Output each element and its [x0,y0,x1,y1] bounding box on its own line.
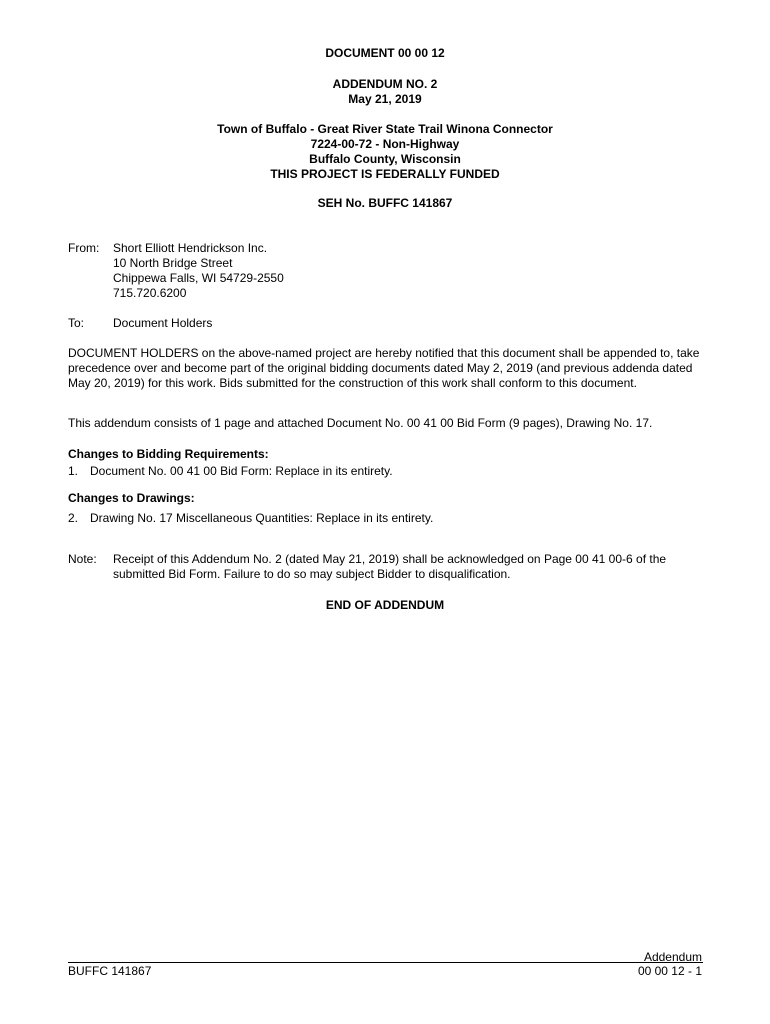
addendum-date: May 21, 2019 [348,92,422,106]
document-number: DOCUMENT 00 00 12 [325,46,445,60]
list-item [68,464,393,479]
notice-paragraph: DOCUMENT HOLDERS on the above-named project are hereby notified that this document shall be appended to, take precedence over and become part of the original bidding documents dated May 2, 2019 (and previous addenda dated May 20, 2019) for this work. Bids submitted for the construction of this work shall conform to this document. [68,346,700,390]
footer-divider [68,962,703,963]
from-label: From: [68,241,100,255]
project-number: 7224-00-72 - Non-Highway [310,137,460,151]
addendum-number: ADDENDUM NO. 2 [332,77,438,91]
footer-project-code: BUFFC 141867 [68,964,152,978]
from-address [113,241,284,301]
project-title: Town of Buffalo - Great River State Trail Winona Connector [217,122,553,136]
from-city: Chippewa Falls, WI 54729-2550 [113,271,284,285]
to-label: To: [68,316,85,330]
document-header [68,46,702,61]
to-value: Document Holders [113,316,213,330]
section-heading-drawings: Changes to Drawings: [68,491,195,505]
note-label: Note: [68,552,97,566]
from-phone: 715.720.6200 [113,286,187,300]
seh-number: SEH No. BUFFC 141867 [317,196,453,210]
from-company: Short Elliott Hendrickson Inc. [113,241,268,255]
from-street: 10 North Bridge Street [113,256,233,270]
end-text: END OF ADDENDUM [325,598,445,612]
project-header [68,122,702,182]
end-of-addendum [68,598,702,613]
funding-notice: THIS PROJECT IS FEDERALLY FUNDED [270,167,500,181]
list-item-number: 2. [68,511,79,525]
consists-paragraph: This addendum consists of 1 page and attached Document No. 00 41 00 Bid Form (9 pages), Drawing No. 17. [68,416,653,430]
list-item-number: 1. [68,464,79,478]
section-heading-bidding: Changes to Bidding Requirements: [68,447,269,461]
list-item-text: Drawing No. 17 Miscellaneous Quantities: Replace in its entirety. [90,511,434,525]
note-text: Receipt of this Addendum No. 2 (dated May 21, 2019) shall be acknowledged on Page 00 41 00-6 of the submitted Bid Form. Failure to do so may subject Bidder to disqualification. [113,552,667,581]
list-item-text: Document No. 00 41 00 Bid Form: Replace in its entirety. [90,464,393,478]
seh-number-block [68,196,702,211]
list-item [68,511,433,526]
footer-section-name: Addendum [643,950,702,964]
project-county: Buffalo County, Wisconsin [309,152,461,166]
addendum-header [68,77,702,107]
footer-page-number: 00 00 12 - 1 [637,964,702,978]
